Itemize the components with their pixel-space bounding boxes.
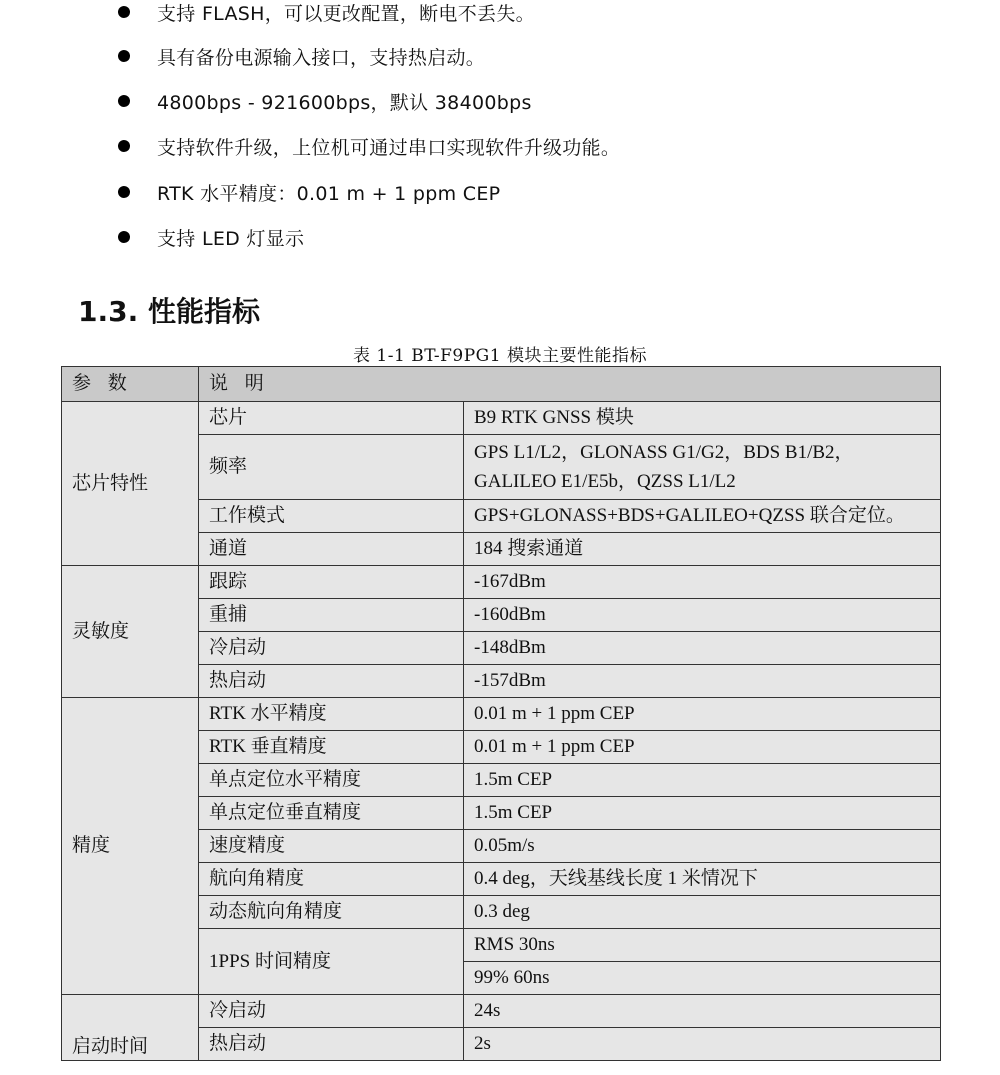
row-label: 冷启动 [199,995,464,1028]
feature-text: 支持 FLASH，可以更改配置，断电不丢失。 [157,2,535,25]
header-param: 参 数 [62,367,199,402]
row-label: 冷启动 [199,632,464,665]
row-value: 0.3 deg [464,896,941,929]
group-startup: 启动时间 [62,995,199,1061]
row-value: -160dBm [464,599,941,632]
feature-text: RTK 水平精度：0.01 m + 1 ppm CEP [157,182,501,205]
row-value: 1.5m CEP [464,797,941,830]
group-chip: 芯片特性 [62,402,199,566]
row-value: 99% 60ns [464,962,941,995]
bullet-dot-icon [118,231,130,243]
row-value: 2s [464,1028,941,1061]
row-label: 热启动 [199,665,464,698]
table-row [62,566,941,599]
row-label: 单点定位水平精度 [199,764,464,797]
table-row [62,995,941,1028]
section-title: 1.3. 性能指标 [78,295,260,328]
row-value: 184 搜索通道 [464,533,941,566]
table-row [62,698,941,731]
table-row [62,402,941,435]
row-value: 0.01 m + 1 ppm CEP [464,731,941,764]
row-value: -157dBm [464,665,941,698]
row-value: 1.5m CEP [464,764,941,797]
row-label: RTK 垂直精度 [199,731,464,764]
feature-text: 具有备份电源输入接口，支持热启动。 [157,46,486,69]
list-item [118,131,620,161]
feature-text: 4800bps - 921600bps，默认 38400bps [157,91,532,114]
row-label: 航向角精度 [199,863,464,896]
table-header-row [62,367,941,402]
row-value: 24s [464,995,941,1028]
row-label: 1PPS 时间精度 [199,929,464,995]
row-label: 重捕 [199,599,464,632]
row-value: 0.05m/s [464,830,941,863]
list-item [118,177,500,207]
bullet-dot-icon [118,50,130,62]
row-value: B9 RTK GNSS 模块 [464,402,941,435]
row-value: 0.4 deg，天线基线长度 1 米情况下 [464,863,941,896]
row-label: 通道 [199,533,464,566]
header-desc: 说 明 [199,367,941,402]
list-item [118,0,535,27]
bullet-dot-icon [118,140,130,152]
row-label: RTK 水平精度 [199,698,464,731]
row-value-line: GPS L1/L2，GLONASS G1/G2，BDS B1/B2， [474,442,854,463]
feature-text: 支持软件升级，上位机可通过串口实现软件升级功能。 [157,136,621,159]
row-value-multiline [464,435,941,500]
row-label: 跟踪 [199,566,464,599]
row-value-line: GALILEO E1/E5b，QZSS L1/L2 [474,471,736,492]
group-accuracy: 精度 [62,698,199,995]
spec-table [61,366,941,1061]
table-caption: 表 1-1 BT-F9PG1 模块主要性能指标 [353,346,647,366]
row-value: 0.01 m + 1 ppm CEP [464,698,941,731]
row-label: 速度精度 [199,830,464,863]
bullet-dot-icon [118,186,130,198]
list-item [118,86,532,116]
list-item [118,41,485,71]
row-label: 单点定位垂直精度 [199,797,464,830]
list-item [118,222,304,252]
group-sensitivity: 灵敏度 [62,566,199,698]
bullet-dot-icon [118,95,130,107]
row-value: -167dBm [464,566,941,599]
row-label: 频率 [199,435,464,500]
bullet-dot-icon [118,6,130,18]
row-label: 工作模式 [199,500,464,533]
row-label: 芯片 [199,402,464,435]
row-label: 动态航向角精度 [199,896,464,929]
row-label: 热启动 [199,1028,464,1061]
row-value: GPS+GLONASS+BDS+GALILEO+QZSS 联合定位。 [464,500,941,533]
feature-text: 支持 LED 灯显示 [157,227,305,250]
row-value: RMS 30ns [464,929,941,962]
row-value: -148dBm [464,632,941,665]
